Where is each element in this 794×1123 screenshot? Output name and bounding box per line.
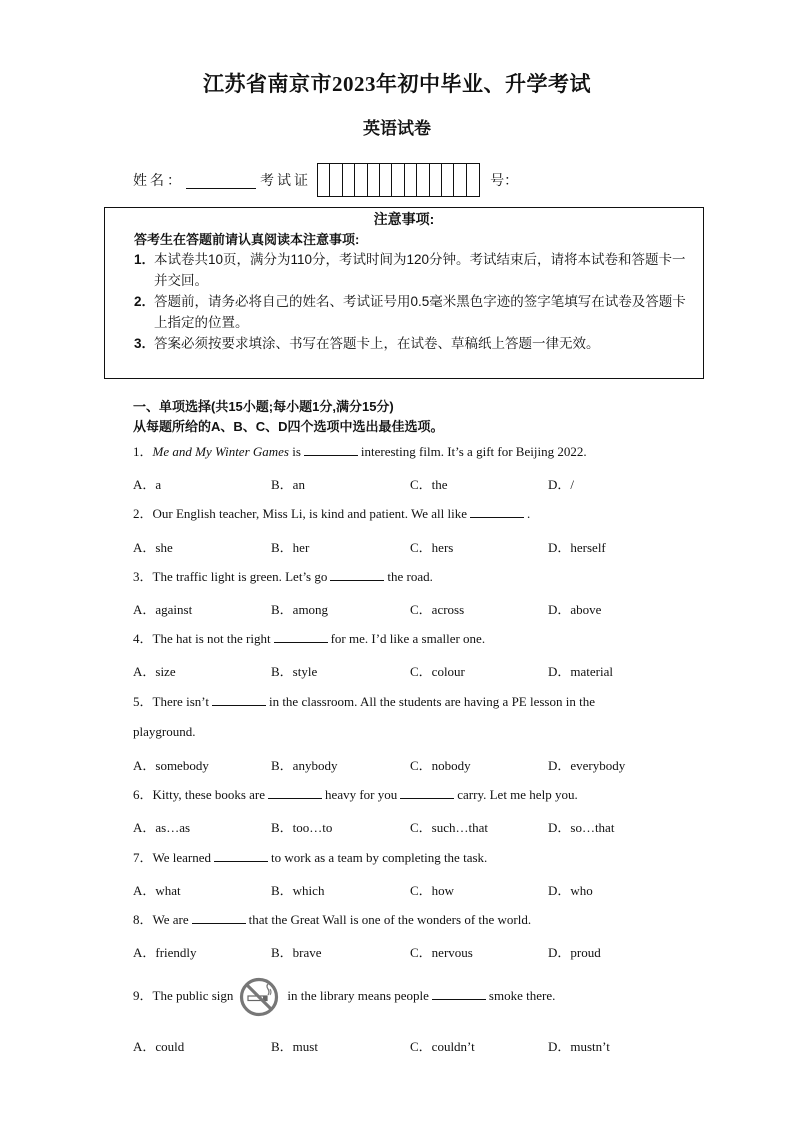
option-d: D．above (548, 602, 602, 617)
question-number: 6． (133, 787, 153, 802)
question-5-continued: playground. (133, 724, 196, 739)
answer-blank (274, 630, 328, 643)
answer-blank (212, 693, 266, 706)
question-text: is (288, 444, 301, 459)
option-c: C．nobody (410, 758, 471, 773)
option-b: B．must (271, 1039, 318, 1054)
question-number: 2． (133, 506, 153, 521)
id-number-boxes (317, 163, 480, 197)
option-a: A．what (133, 883, 181, 898)
option-d: D．everybody (548, 758, 626, 773)
answer-blank (432, 987, 486, 1000)
no-smoking-icon (239, 977, 279, 1017)
option-c: C．hers (410, 540, 454, 555)
options-row (133, 817, 693, 833)
answer-blank (192, 911, 246, 924)
exam-title: 江苏省南京市2023年初中毕业、升学考试 (203, 72, 591, 96)
question-text: carry. Let me help you. (457, 787, 578, 802)
notice-item-text: 答题前，请务必将自己的姓名、考试证号用0.5毫米黑色字迹的签字笔填写在试卷及答题卡上指定的位置。 (154, 294, 686, 330)
option-c: C．colour (410, 664, 465, 679)
option-d: D．proud (548, 945, 601, 960)
question-text: We learned (152, 850, 212, 865)
id-label: 考试证 (260, 172, 311, 188)
option-b: B．style (271, 664, 318, 679)
option-a: A．against (133, 602, 193, 617)
question-italic-title: Me and My Winter Games (152, 444, 289, 459)
question-text: heavy for you (325, 787, 398, 802)
question-text: There isn’t (152, 694, 209, 709)
option-a: A．as…as (133, 820, 191, 835)
question-text: We are (152, 912, 189, 927)
options-row (133, 755, 693, 771)
id-suffix-label: 号： (490, 172, 519, 188)
question-number: 1． (133, 444, 153, 459)
options-row (133, 1036, 693, 1052)
question-4 (133, 630, 485, 647)
question-text: Our English teacher, Miss Li, is kind and patient. We all like (152, 506, 467, 521)
option-c: C．couldn’t (410, 1039, 475, 1054)
notice-item-number: 3． (134, 336, 156, 351)
question-5 (133, 693, 595, 710)
option-d: D．mustn’t (548, 1039, 610, 1054)
question-text: in the classroom. All the students are having a PE lesson in the (268, 694, 595, 709)
option-d: D．material (548, 664, 613, 679)
question-text: . (526, 506, 531, 521)
question-text: The traffic light is green. Let’s go (152, 569, 328, 584)
option-c: C．such…that (410, 820, 488, 835)
question-text: The hat is not the right (152, 631, 271, 646)
question-2 (133, 505, 530, 522)
answer-blank (268, 786, 322, 799)
option-b: B．too…to (271, 820, 333, 835)
option-b: B．her (271, 540, 310, 555)
notice-item (134, 333, 694, 354)
section-instruction: 从每题所给的A、B、C、D四个选项中选出最佳选项。 (133, 419, 444, 434)
answer-blank (214, 849, 268, 862)
question-7 (133, 849, 487, 866)
notice-item-number: 1． (134, 252, 156, 267)
option-c: C．nervous (410, 945, 473, 960)
section-title: 一、单项选择(共15小题;每小题1分,满分15分) (133, 399, 394, 414)
answer-blank (400, 786, 454, 799)
question-number: 7． (133, 850, 153, 865)
candidate-info-row (133, 163, 518, 197)
question-text: interesting film. It’s a gift for Beijing 2022. (360, 444, 587, 459)
answer-blank (330, 568, 384, 581)
options-row (133, 474, 693, 490)
notice-title: 注意事项: (373, 211, 435, 227)
question-text: to work as a team by completing the task. (271, 850, 488, 865)
question-number: 8． (133, 912, 153, 927)
option-c: C．the (410, 477, 448, 492)
option-d: D．/ (548, 477, 575, 492)
option-d: D．herself (548, 540, 606, 555)
question-9 (133, 976, 555, 1017)
option-c: C．across (410, 602, 465, 617)
question-text: The public sign (152, 988, 234, 1003)
option-d: D．so…that (548, 820, 615, 835)
question-8 (133, 911, 531, 928)
option-b: B．which (271, 883, 325, 898)
options-row (133, 537, 693, 553)
option-b: B．among (271, 602, 329, 617)
notice-item-text: 答案必须按要求填涂、书写在答题卡上，在试卷、草稿纸上答题一律无效。 (154, 336, 600, 351)
option-a: A．somebody (133, 758, 209, 773)
name-blank (186, 172, 256, 189)
question-6 (133, 786, 578, 803)
question-number: 5． (133, 694, 153, 709)
option-c: C．how (410, 883, 455, 898)
option-a: A．friendly (133, 945, 197, 960)
notice-item-number: 2． (134, 294, 156, 309)
notice-box (104, 207, 704, 379)
notice-intro: 答考生在答题前请认真阅读本注意事项: (134, 232, 360, 247)
option-b: B．an (271, 477, 305, 492)
options-row (133, 942, 693, 958)
question-3 (133, 568, 433, 585)
question-number: 4． (133, 631, 153, 646)
option-a: A．a (133, 477, 162, 492)
question-1 (133, 443, 587, 460)
option-d: D．who (548, 883, 593, 898)
name-label: 姓名： (133, 172, 184, 188)
notice-item (134, 249, 694, 291)
question-text: Kitty, these books are (152, 787, 266, 802)
options-row (133, 599, 693, 615)
notice-item-text: 本试卷共10页，满分为110分，考试时间为120分钟。考试结束后，请将本试卷和答题卡一并交回。 (154, 252, 686, 288)
question-text: for me. I’d like a smaller one. (330, 631, 486, 646)
answer-blank (304, 443, 358, 456)
question-number: 9． (133, 988, 153, 1003)
answer-blank (470, 505, 524, 518)
question-text: the road. (387, 569, 433, 584)
option-b: B．brave (271, 945, 322, 960)
notice-item (134, 291, 694, 333)
option-a: A．she (133, 540, 173, 555)
exam-subtitle: 英语试卷 (363, 119, 431, 138)
options-row (133, 880, 693, 896)
question-text: that the Great Wall is one of the wonders of the world. (248, 912, 532, 927)
option-a: A．size (133, 664, 176, 679)
question-text: smoke there. (488, 988, 556, 1003)
question-text: in the library means people (287, 988, 429, 1003)
options-row (133, 661, 693, 677)
option-a: A．could (133, 1039, 185, 1054)
question-number: 3． (133, 569, 153, 584)
option-b: B．anybody (271, 758, 338, 773)
